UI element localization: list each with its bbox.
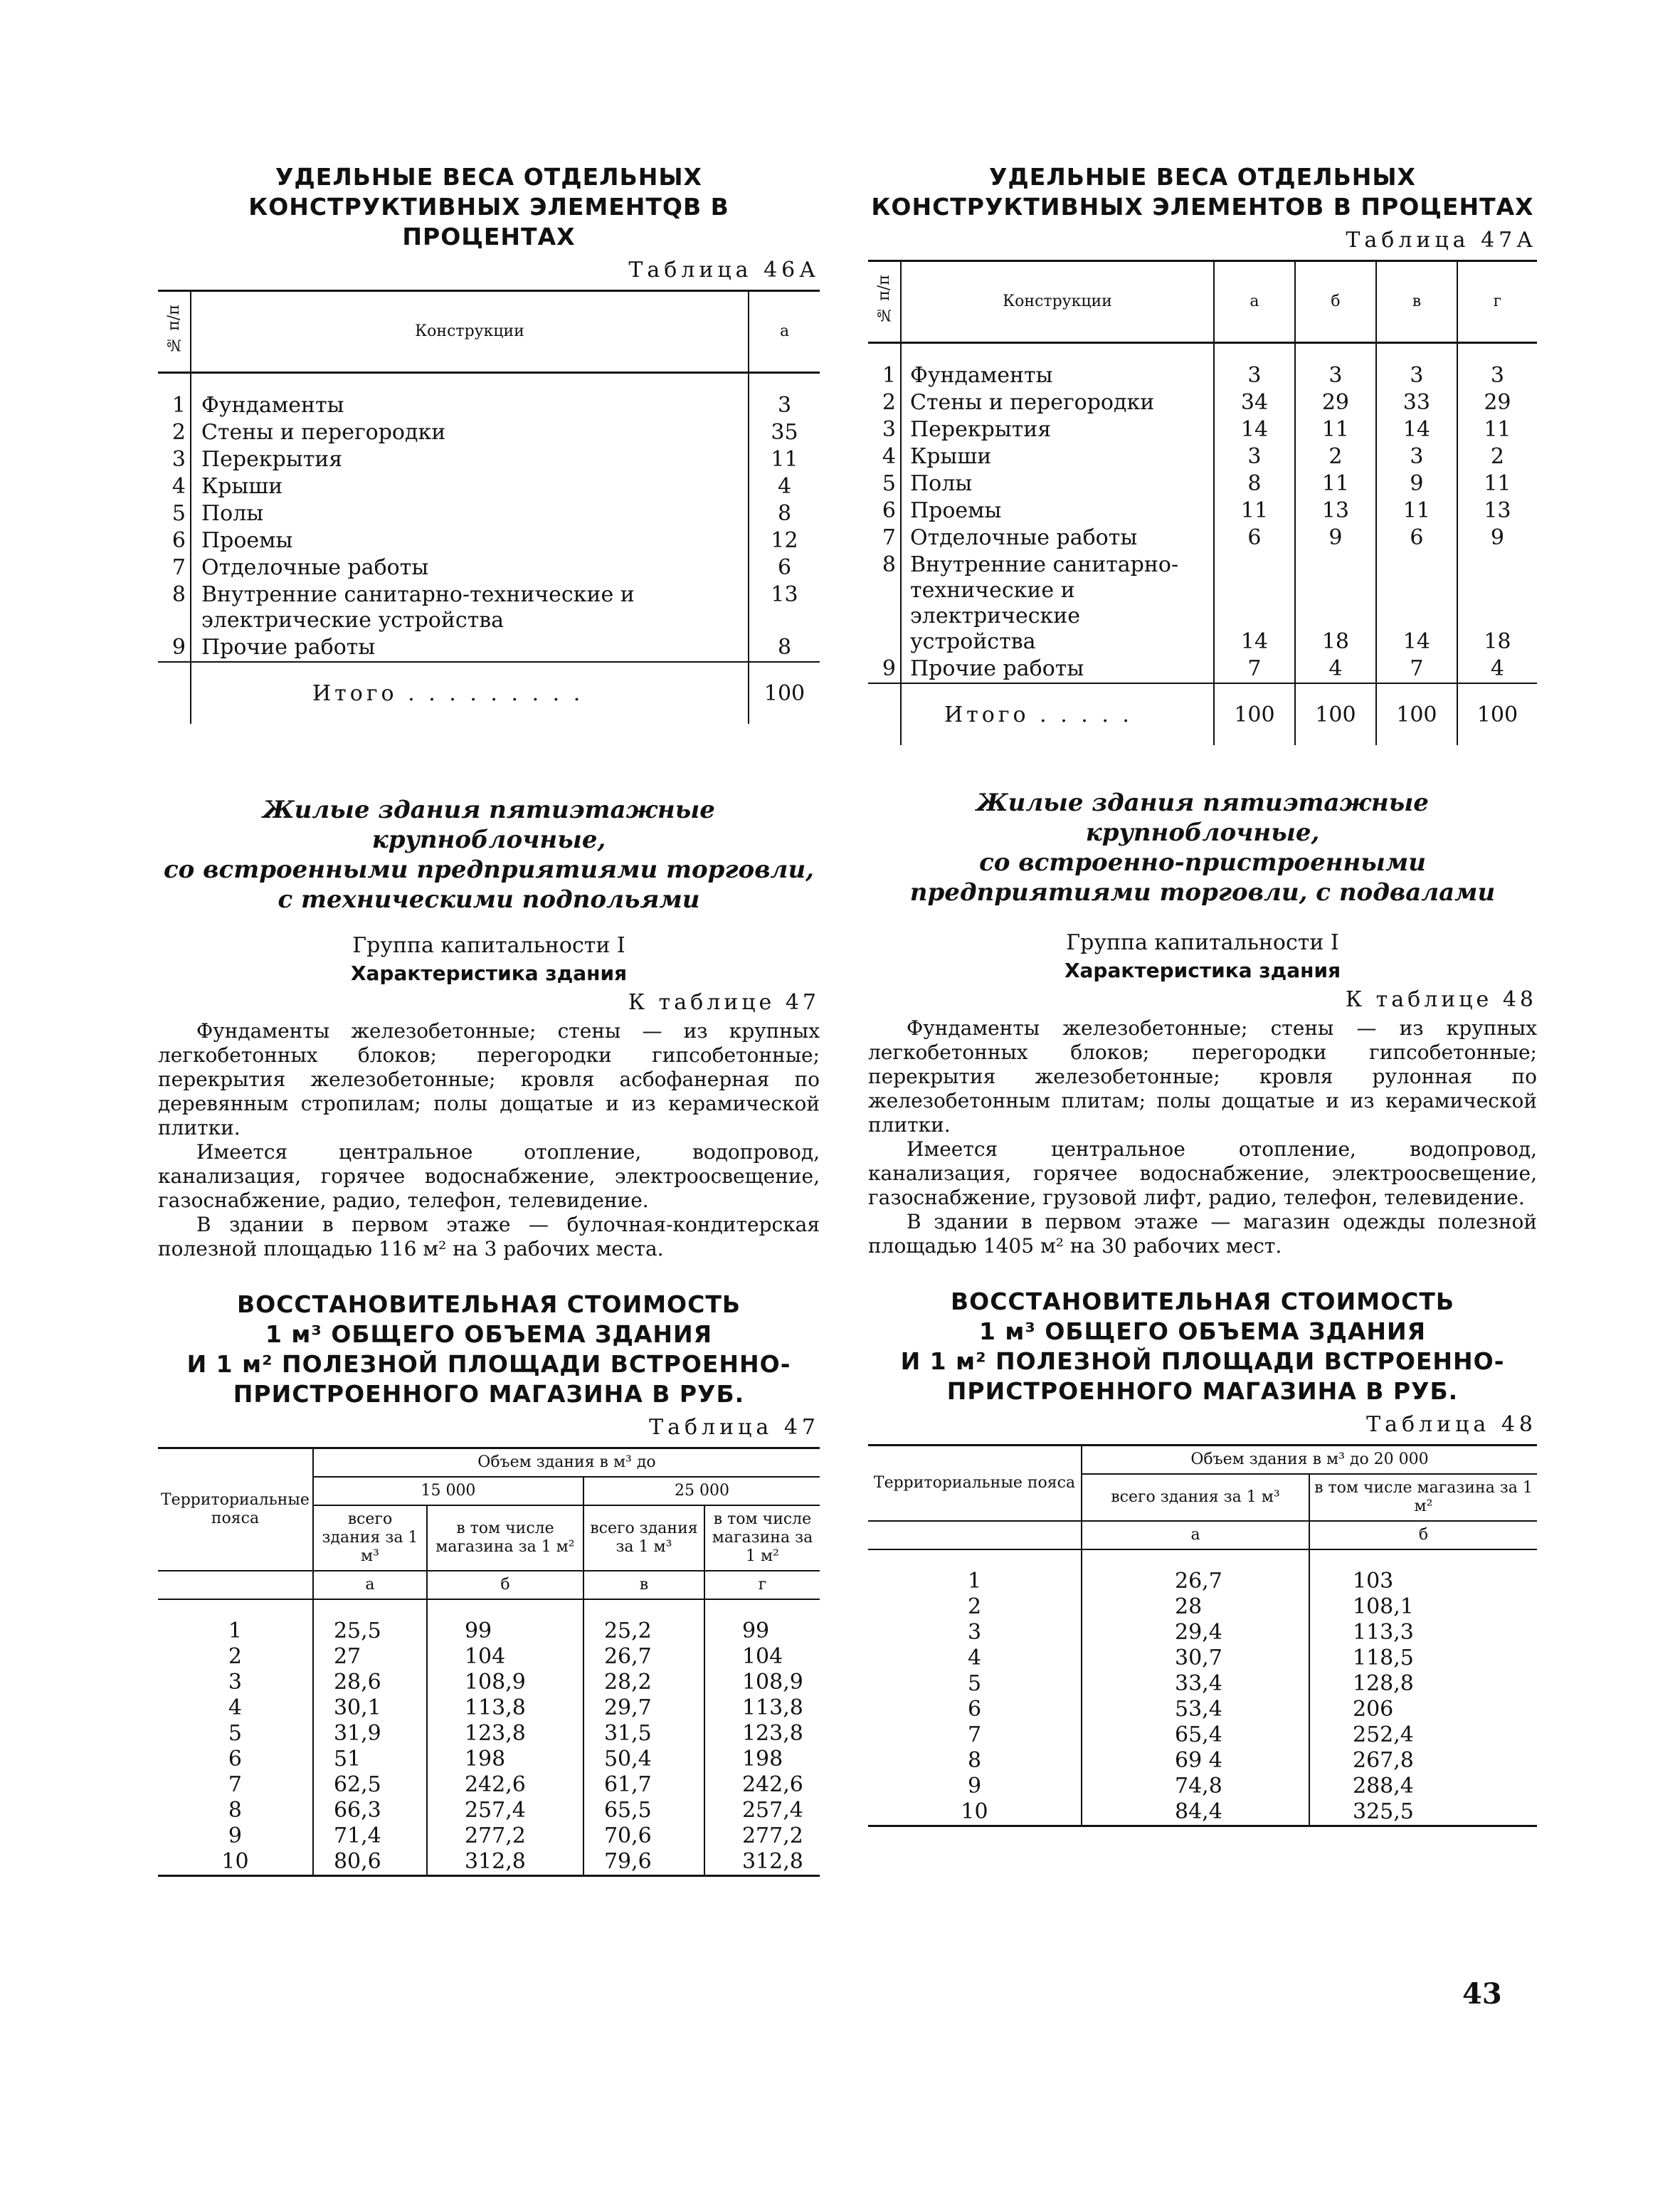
heading-line: И 1 м² ПОЛЕЗНОЙ ПЛОЩАДИ ВСТРОЕННО- (186, 1350, 791, 1378)
col-shop: в том числе магазина за 1 м² (704, 1505, 820, 1571)
cost-value: 80,6 (313, 1849, 427, 1876)
table-row (158, 419, 820, 446)
row-value: 6 (1214, 525, 1295, 552)
total-row (868, 683, 1537, 745)
heading-line: 1 м³ ОБЩЕГО ОБЪЕМА ЗДАНИЯ (978, 1317, 1427, 1345)
row-value: 11 (749, 446, 820, 473)
row-number: 3 (882, 417, 896, 442)
weights-table-body (158, 373, 820, 663)
table-row (158, 473, 820, 500)
row-value: 8 (749, 634, 820, 662)
weights-heading-46a (158, 162, 820, 252)
col-no-header: № п/п (875, 274, 893, 324)
heading-line: ВОССТАНОВИТЕЛЬНАЯ СТОИМОСТЬ (237, 1290, 741, 1318)
col-all-building: всего здания за 1 м³ (583, 1505, 704, 1571)
zone-number: 7 (228, 1772, 243, 1797)
heading-line: УДЕЛЬНЫЕ ВЕСА ОТДЕЛЬНЫХ (988, 163, 1417, 191)
zone-number: 8 (228, 1798, 243, 1823)
row-value: 11 (1457, 470, 1537, 497)
paragraph: В здании в первом этаже — магазин одежды полезной площадью 1405 м² на 30 рабочих мест. (868, 1210, 1537, 1258)
row-value: 12 (749, 527, 820, 554)
row-name: Проемы (901, 497, 1214, 525)
row-value: 4 (1457, 656, 1537, 683)
building-title (158, 795, 820, 915)
row-value: 11 (1214, 497, 1295, 525)
row-number: 6 (882, 498, 896, 523)
cost-value: 108,9 (427, 1670, 583, 1695)
table-row (868, 497, 1537, 525)
cost-value: 31,9 (313, 1721, 427, 1747)
row-number: 3 (171, 447, 186, 472)
table-row (158, 1618, 820, 1644)
table-row (158, 1823, 820, 1849)
col-g-header: г (1457, 261, 1537, 343)
table-row (158, 1644, 820, 1670)
cost-table-body (868, 1549, 1537, 1826)
cost-value: 113,3 (1309, 1620, 1537, 1646)
heading-line: УДЕЛЬНЫЕ ВЕСА ОТДЕЛЬНЫХ (275, 163, 703, 191)
cost-value: 61,7 (583, 1772, 704, 1798)
zone-number: 10 (221, 1849, 249, 1874)
cost-value: 62,5 (313, 1772, 427, 1798)
total-value: 100 (1457, 683, 1537, 745)
paragraph: Имеется центральное отопление, водопровод, канализация, горячее водоснабжение, электроосвещение, газоснабжение, радио, телефон, телевидение. (158, 1140, 820, 1212)
row-value: 4 (1295, 656, 1376, 683)
table-row (868, 470, 1537, 497)
row-name: Стены и перегородки (901, 389, 1214, 416)
col-shop: в том числе магазина за 1 м² (427, 1505, 583, 1571)
table-row (868, 656, 1537, 683)
row-number: 8 (882, 552, 896, 577)
row-value: 8 (1214, 470, 1295, 497)
cost-value: 28 (1082, 1594, 1309, 1620)
row-value: 13 (749, 581, 820, 634)
weights-heading-47a (868, 162, 1537, 222)
right-column (868, 162, 1537, 1827)
row-name: Прочие работы (901, 656, 1214, 683)
cost-value: 25,5 (313, 1618, 427, 1644)
row-number: 9 (882, 656, 896, 681)
cost-value: 28,2 (583, 1670, 704, 1695)
row-value: 35 (749, 419, 820, 446)
cost-value: 65,4 (1082, 1722, 1309, 1748)
title-line: Жилые здания пятиэтажные крупноблочные, (976, 789, 1429, 847)
row-number: 1 (171, 393, 186, 418)
row-name: Крыши (191, 473, 749, 500)
table-row (868, 1594, 1537, 1620)
table-row (868, 389, 1537, 416)
table-row (158, 634, 820, 662)
total-value: 100 (1295, 683, 1376, 745)
heading-line: 1 м³ ОБЩЕГО ОБЪЕМА ЗДАНИЯ (265, 1320, 713, 1348)
zone-number: 9 (967, 1774, 982, 1799)
title-line: предприятиями торговли, с подвалами (909, 878, 1496, 907)
table-row (158, 1721, 820, 1747)
table-row (158, 554, 820, 581)
table-number-46a: Таблица 46А (628, 258, 820, 283)
cost-value: 69 4 (1082, 1748, 1309, 1774)
cost-value: 104 (704, 1644, 820, 1670)
capital-group: Группа капитальности I (1066, 930, 1339, 955)
row-value: 8 (749, 500, 820, 527)
table-row (158, 1798, 820, 1823)
zone-number: 7 (967, 1722, 982, 1747)
cost-value: 51 (313, 1747, 427, 1772)
cost-value: 198 (704, 1747, 820, 1772)
cost-value: 104 (427, 1644, 583, 1670)
row-number: 9 (171, 635, 186, 660)
title-line: со встроенными предприятиями торговли, (163, 855, 815, 884)
zones-header: Территориальные пояса (868, 1446, 1082, 1522)
volume-header: Объем здания в м³ до (313, 1448, 820, 1478)
table-row (158, 446, 820, 473)
capital-group: Группа капитальности I (352, 933, 625, 958)
paragraph: Фундаменты железобетонные; стены — из крупных легкобетонных блоков; перегородки гипсобетонные; перекрытия железобетонные; кровля рулонная по железобетонным плитам; полы дощатые и из керамической плитки. (868, 1016, 1537, 1137)
page-number: 43 (1462, 1977, 1502, 2011)
zone-number: 5 (967, 1671, 982, 1696)
cost-value: 70,6 (583, 1823, 704, 1849)
row-number: 4 (171, 474, 186, 499)
cost-value: 242,6 (427, 1772, 583, 1798)
zone-number: 5 (228, 1721, 243, 1746)
row-value: 3 (1376, 362, 1457, 389)
cost-value: 113,8 (704, 1695, 820, 1721)
row-name: Внутренние санитарно-технические и электрические устройства (191, 581, 749, 634)
col-v-header: в (1376, 261, 1457, 343)
cost-heading (868, 1287, 1537, 1406)
zone-number: 10 (961, 1799, 988, 1824)
cost-value: 198 (427, 1747, 583, 1772)
row-value: 3 (749, 392, 820, 419)
letter: в (583, 1571, 704, 1599)
row-value: 29 (1295, 389, 1376, 416)
row-number: 1 (882, 363, 896, 388)
table-row (868, 1748, 1537, 1774)
total-row (158, 662, 820, 724)
heading-line: ВОССТАНОВИТЕЛЬНАЯ СТОИМОСТЬ (951, 1288, 1454, 1315)
table-row (158, 527, 820, 554)
table-row (868, 1646, 1537, 1671)
table-row (868, 525, 1537, 552)
cost-value: 66,3 (313, 1798, 427, 1823)
cost-value: 277,2 (704, 1823, 820, 1849)
table-header-row (158, 291, 820, 373)
to-table-label: К таблице 47 (628, 990, 820, 1015)
table-row (868, 1697, 1537, 1722)
zone-number: 4 (228, 1695, 243, 1720)
row-value: 29 (1457, 389, 1537, 416)
total-value: 100 (1376, 683, 1457, 745)
col-a-header: а (1214, 261, 1295, 343)
cost-value: 53,4 (1082, 1697, 1309, 1722)
cost-value: 28,6 (313, 1670, 427, 1695)
row-name: Крыши (901, 443, 1214, 470)
table-row (868, 1569, 1537, 1594)
row-value: 11 (1295, 416, 1376, 443)
table-row (868, 416, 1537, 443)
row-number: 6 (171, 528, 186, 553)
volume-header: Объем здания в м³ до 20 000 (1082, 1446, 1537, 1475)
row-number: 4 (882, 444, 896, 469)
cost-table-48 (868, 1444, 1537, 1827)
row-name: Отделочные работы (901, 525, 1214, 552)
zone-number: 8 (967, 1748, 982, 1773)
row-value: 18 (1457, 552, 1537, 656)
row-name: Прочие работы (191, 634, 749, 662)
table-number-48: Таблица 48 (1366, 1412, 1537, 1437)
col-no-header: № п/п (165, 304, 183, 354)
title-line: со встроенно-пристроенными (979, 848, 1426, 877)
paragraph: Фундаменты железобетонные; стены — из крупных легкобетонных блоков; перегородки гипсобетонные; перекрытия железобетонные; кровля асбофанерная по деревянным стропилам; полы дощатые и из керамической плитки. (158, 1019, 820, 1139)
zone-number: 4 (967, 1646, 982, 1670)
col-shop: в том числе магазина за 1 м² (1309, 1474, 1537, 1521)
row-number: 7 (882, 525, 896, 550)
cost-value: 79,6 (583, 1849, 704, 1876)
total-value: 100 (1214, 683, 1295, 745)
cost-value: 113,8 (427, 1695, 583, 1721)
row-value: 11 (1457, 416, 1537, 443)
cost-value: 252,4 (1309, 1722, 1537, 1748)
col-name-header: Конструкции (901, 261, 1214, 343)
cost-heading (158, 1290, 820, 1409)
cost-value: 65,5 (583, 1798, 704, 1823)
row-value: 13 (1295, 497, 1376, 525)
cost-value: 206 (1309, 1697, 1537, 1722)
cost-value: 33,4 (1082, 1671, 1309, 1697)
row-name: Отделочные работы (191, 554, 749, 581)
row-value: 14 (1214, 552, 1295, 656)
weights-table-46a (158, 290, 820, 724)
cost-value: 103 (1309, 1569, 1537, 1594)
table-row (158, 500, 820, 527)
row-value: 14 (1376, 416, 1457, 443)
cost-value: 25,2 (583, 1618, 704, 1644)
col-all-building: всего здания за 1 м³ (1082, 1474, 1309, 1521)
total-value: 100 (749, 662, 820, 724)
row-value: 34 (1214, 389, 1295, 416)
row-name: Перекрытия (901, 416, 1214, 443)
table-row (868, 1722, 1537, 1748)
row-value: 14 (1214, 416, 1295, 443)
cost-value: 267,8 (1309, 1748, 1537, 1774)
total-label: Итого . . . . . . . . . (191, 662, 749, 724)
col-b-header: б (1295, 261, 1376, 343)
table-header-row (868, 261, 1537, 343)
cost-value: 118,5 (1309, 1646, 1537, 1671)
cost-table-47 (158, 1447, 820, 1877)
table-row (158, 1670, 820, 1695)
letter: а (313, 1571, 427, 1599)
cost-value: 30,1 (313, 1695, 427, 1721)
cost-value: 242,6 (704, 1772, 820, 1798)
row-value: 7 (1376, 656, 1457, 683)
table-row (868, 1774, 1537, 1799)
row-name: Внутренние санитарно-технические и электрические устройства (901, 552, 1214, 656)
cost-value: 123,8 (704, 1721, 820, 1747)
row-value: 11 (1376, 497, 1457, 525)
row-value: 7 (1214, 656, 1295, 683)
row-value: 3 (1214, 362, 1295, 389)
letter: а (1082, 1521, 1309, 1549)
cost-value: 257,4 (704, 1798, 820, 1823)
cost-value: 29,4 (1082, 1620, 1309, 1646)
paragraph: В здании в первом этаже — булочная-кондитерская полезной площадью 116 м² на 3 рабочих места. (158, 1213, 820, 1260)
volume-25000: 25 000 (583, 1477, 820, 1505)
weights-table-47a (868, 260, 1537, 745)
row-value: 9 (1457, 525, 1537, 552)
cost-value: 74,8 (1082, 1774, 1309, 1799)
heading-line: ПРИСТРОЕННОГО МАГАЗИНА В РУБ. (233, 1380, 745, 1408)
table-row (158, 1695, 820, 1721)
letter: г (704, 1571, 820, 1599)
table-row (158, 1747, 820, 1772)
row-name: Полы (901, 470, 1214, 497)
table-row (158, 1772, 820, 1798)
title-line: с техническими подпольями (278, 885, 700, 914)
table-row (868, 1620, 1537, 1646)
row-value: 3 (1376, 443, 1457, 470)
volume-15000: 15 000 (313, 1477, 583, 1505)
paragraph: Имеется центральное отопление, водопровод, канализация, горячее водоснабжение, электроосвещение, газоснабжение, грузовой лифт, радио, телефон, телевидение. (868, 1137, 1537, 1209)
cost-value: 108,9 (704, 1670, 820, 1695)
row-value: 4 (749, 473, 820, 500)
characteristics-title: Характеристика здания (1064, 959, 1341, 982)
row-value: 33 (1376, 389, 1457, 416)
table-row (868, 1799, 1537, 1826)
letter: б (427, 1571, 583, 1599)
zone-number: 2 (967, 1594, 982, 1619)
letter: б (1309, 1521, 1537, 1549)
cost-value: 108,1 (1309, 1594, 1537, 1620)
cost-value: 277,2 (427, 1823, 583, 1849)
table-number-47: Таблица 47 (649, 1415, 820, 1440)
heading-line: КОНСТРУКТИВНЫХ ЭЛЕМЕНТQВ В ПРОЦЕНТАХ (248, 193, 729, 251)
cost-value: 312,8 (704, 1849, 820, 1876)
table-row (868, 362, 1537, 389)
cost-value: 29,7 (583, 1695, 704, 1721)
cost-value: 312,8 (427, 1849, 583, 1876)
row-number: 2 (171, 420, 186, 445)
row-number: 5 (171, 501, 186, 526)
row-value: 6 (749, 554, 820, 581)
characteristics-title: Характеристика здания (350, 962, 628, 985)
zone-number: 3 (967, 1620, 982, 1645)
zone-number: 2 (228, 1644, 243, 1669)
col-name-header: Конструкции (191, 291, 749, 373)
heading-line: И 1 м² ПОЛЕЗНОЙ ПЛОЩАДИ ВСТРОЕННО- (900, 1347, 1505, 1375)
cost-value: 71,4 (313, 1823, 427, 1849)
cost-value: 325,5 (1309, 1799, 1537, 1826)
zone-number: 6 (967, 1697, 982, 1722)
cost-value: 123,8 (427, 1721, 583, 1747)
row-value: 13 (1457, 497, 1537, 525)
row-number: 5 (882, 471, 896, 496)
row-name: Полы (191, 500, 749, 527)
cost-value: 26,7 (1082, 1569, 1309, 1594)
row-number: 2 (882, 390, 896, 415)
row-value: 9 (1295, 525, 1376, 552)
cost-value: 26,7 (583, 1644, 704, 1670)
zone-number: 1 (228, 1618, 243, 1643)
table-row (158, 1849, 820, 1876)
cost-value: 288,4 (1309, 1774, 1537, 1799)
cost-value: 257,4 (427, 1798, 583, 1823)
row-value: 2 (1295, 443, 1376, 470)
total-label: Итого . . . . . (901, 683, 1214, 745)
weights-table-body (868, 343, 1537, 684)
cost-value: 30,7 (1082, 1646, 1309, 1671)
table-row (868, 1671, 1537, 1697)
row-value: 9 (1376, 470, 1457, 497)
building-title (868, 788, 1537, 907)
row-value: 3 (1214, 443, 1295, 470)
cost-value: 50,4 (583, 1747, 704, 1772)
row-value: 6 (1376, 525, 1457, 552)
row-value: 14 (1376, 552, 1457, 656)
table-row (158, 392, 820, 419)
table-number-47a: Таблица 47А (1346, 228, 1537, 253)
row-number: 8 (171, 582, 186, 607)
heading-line: КОНСТРУКТИВНЫХ ЭЛЕМЕНТОВ В ПРОЦЕНТАХ (871, 193, 1534, 221)
row-value: 3 (1457, 362, 1537, 389)
cost-value: 128,8 (1309, 1671, 1537, 1697)
row-name: Фундаменты (191, 392, 749, 419)
row-name: Стены и перегородки (191, 419, 749, 446)
cost-table-body (158, 1599, 820, 1876)
row-number: 7 (171, 555, 186, 580)
cost-value: 99 (704, 1618, 820, 1644)
zone-number: 3 (228, 1670, 243, 1695)
cost-value: 84,4 (1082, 1799, 1309, 1826)
table-row (868, 552, 1537, 656)
row-value: 11 (1295, 470, 1376, 497)
table-row (158, 581, 820, 634)
table-row (868, 443, 1537, 470)
left-column (158, 162, 820, 1877)
row-value: 3 (1295, 362, 1376, 389)
row-value: 18 (1295, 552, 1376, 656)
row-name: Перекрытия (191, 446, 749, 473)
row-name: Проемы (191, 527, 749, 554)
row-value: 2 (1457, 443, 1537, 470)
cost-value: 27 (313, 1644, 427, 1670)
col-all-building: всего здания за 1 м³ (313, 1505, 427, 1571)
zone-number: 9 (228, 1823, 243, 1848)
zone-number: 6 (228, 1747, 243, 1771)
to-table-label: К таблице 48 (1345, 987, 1537, 1012)
col-a-header: а (749, 291, 820, 373)
heading-line: ПРИСТРОЕННОГО МАГАЗИНА В РУБ. (946, 1377, 1459, 1405)
row-name: Фундаменты (901, 362, 1214, 389)
title-line: Жилые здания пятиэтажные крупноблочные, (263, 796, 715, 854)
zones-header: Территориальные пояса (158, 1448, 313, 1571)
cost-value: 31,5 (583, 1721, 704, 1747)
zone-number: 1 (967, 1569, 982, 1594)
cost-value: 99 (427, 1618, 583, 1644)
